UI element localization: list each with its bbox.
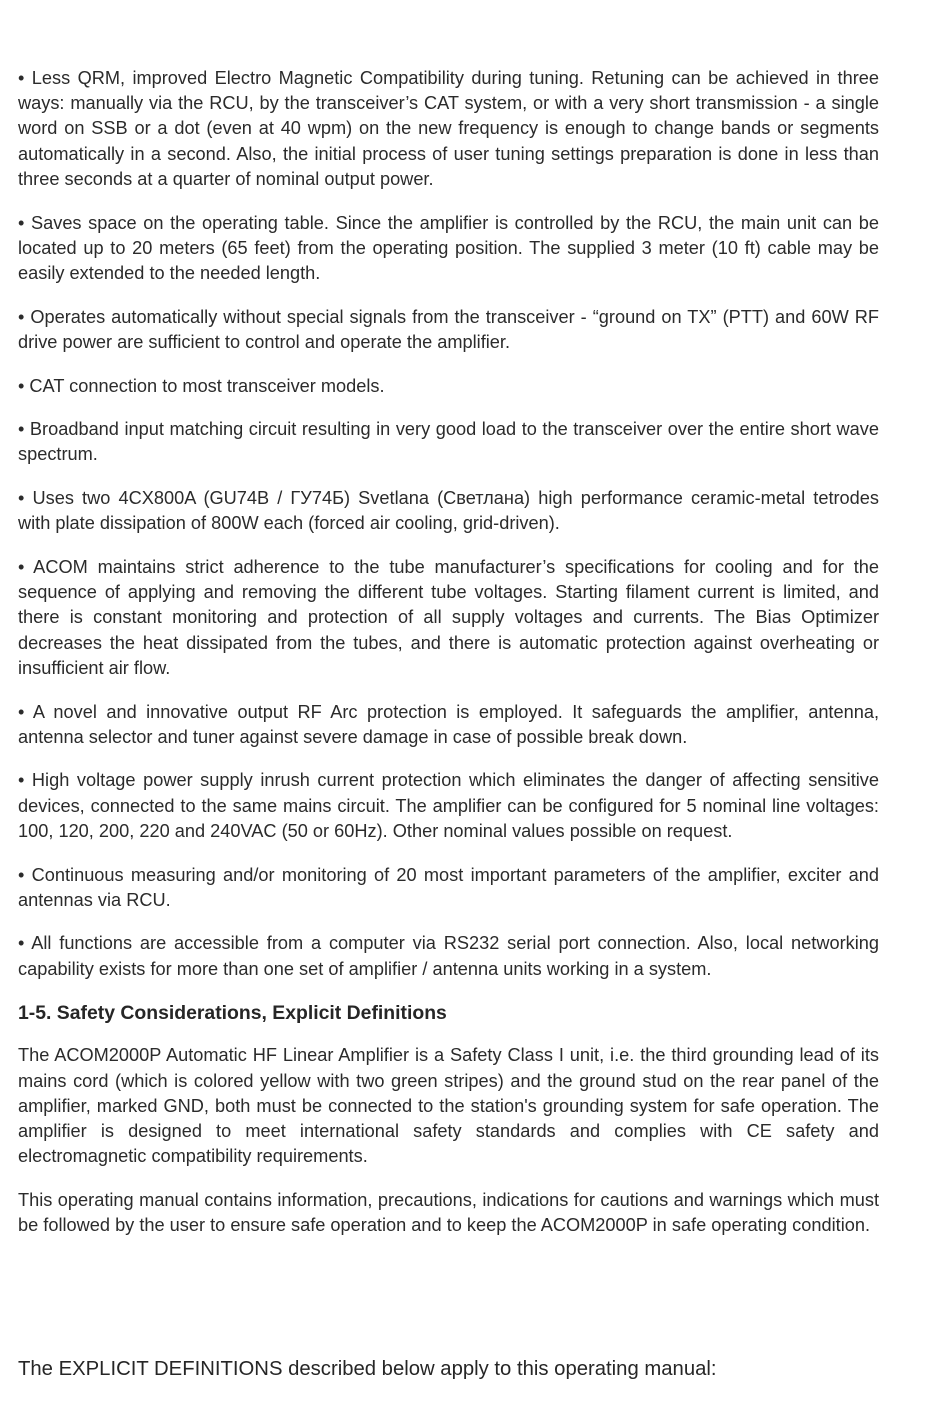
- manual-page: [18, 66, 879, 1257]
- bullet-arc-protection: • A novel and innovative output RF Arc protection is employed. It safeguards the amplifier, antenna, antenna selector and tuner against severe damage in case of possible break down.: [18, 701, 879, 747]
- bullet-cat: • CAT connection to most transceiver models.: [18, 375, 385, 396]
- bullet-monitoring: • Continuous measuring and/or monitoring of 20 most important parameters of the amplifier, exciter and antennas via RCU.: [18, 864, 879, 910]
- bullet-computer: • All functions are accessible from a computer via RS232 serial port connection. Also, local networking capability exists for more than one set of amplifier / antenna units working in a system.: [18, 933, 879, 979]
- explicit-definitions-intro: The EXPLICIT DEFINITIONS described below apply to this operating manual:: [18, 1358, 717, 1380]
- bullet-manufacturer-specs: • ACOM maintains strict adherence to the tube manufacturer’s specifications for cooling and for the sequence of applying and removing the different tube voltages. Starting filament current is limited, and there is constant monitoring and protection of all supply voltages and currents. The Bias Optimizer decreases the heat dissipated from the tubes, and there is automatic protection against overheating or insufficient air flow.: [18, 557, 879, 678]
- bullet-tubes: • Uses two 4CX800A (GU74B / ГУ74Б) Svetlana (Светлана) high performance ceramic-metal tetrodes with plate dissipation of 800W each (forced air cooling, grid-driven).: [18, 488, 879, 534]
- bullet-broadband: • Broadband input matching circuit resulting in very good load to the transceiver over the entire short wave spectrum.: [18, 419, 879, 465]
- safety-paragraph: The ACOM2000P Automatic HF Linear Amplifier is a Safety Class I unit, i.e. the third grounding lead of its mains cord (which is colored yellow with two green stripes) and the ground stud on the rear panel of the amplifier, marked GND, both must be connected to the station's grounding system for safe operation. The amplifier is designed to meet international safety standards and complies with CE safety and electromagnetic compatibility requirements.: [18, 1045, 879, 1167]
- manual-paragraph: This operating manual contains information, precautions, indications for cautions and warnings which must be followed by the user to ensure safe operation and to keep the ACOM2000P in safe operating condition.: [18, 1189, 879, 1236]
- bullet-inrush: • High voltage power supply inrush current protection which eliminates the danger of affecting sensitive devices, connected to the same mains circuit. The amplifier can be configured for 5 nominal line voltages: 100, 120, 200, 220 and 240VAC (50 or 60Hz). Other nominal values possible on request.: [18, 770, 879, 841]
- bullet-automatic: • Operates automatically without special signals from the transceiver - “ground on TX” (PTT) and 60W RF drive power are sufficient to control and operate the amplifier.: [18, 306, 879, 352]
- bullet-qrm: • Less QRM, improved Electro Magnetic Compatibility during tuning. Retuning can be achieved in three ways: manually via the RCU, by the transceiver’s CAT system, or with a very short transmission - a single word on SSB or a dot (even at 40 wpm) on the new frequency is enough to change bands or segments automatically in a second. Also, the initial process of user tuning settings preparation is done in less than three seconds at a quarter of nominal output power.: [18, 68, 879, 189]
- section-heading: 1-5. Safety Considerations, Explicit Definitions: [18, 1002, 447, 1025]
- bullet-space: • Saves space on the operating table. Since the amplifier is controlled by the RCU, the main unit can be located up to 20 meters (65 feet) from the operating position. The supplied 3 meter (10 ft) cable may be easily extended to the needed length.: [18, 212, 879, 283]
